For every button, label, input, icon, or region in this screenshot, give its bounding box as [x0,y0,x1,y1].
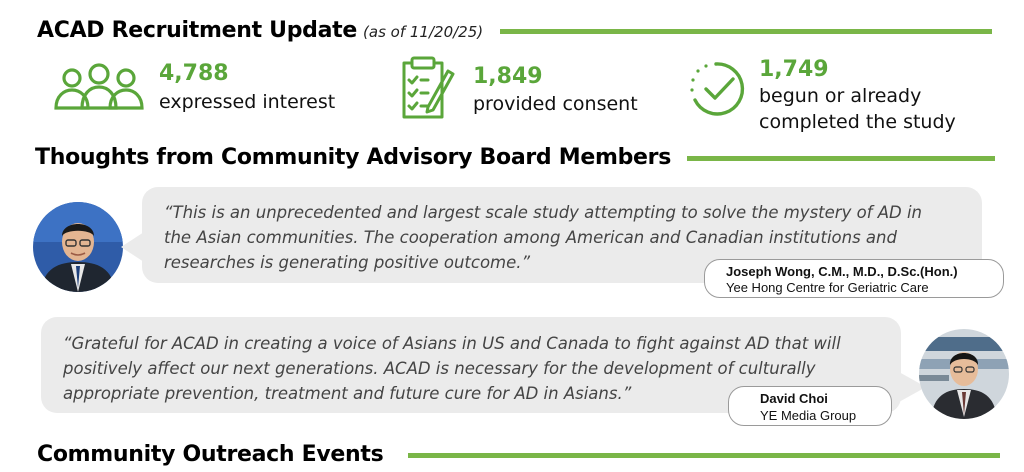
stat-completed-value: 1,749 [759,57,829,82]
stat-interest-value: 4,788 [159,61,229,86]
quote-1-line: “This is an unprecedented and largest scale study attempting to solve the mystery of AD in [164,203,923,222]
stat-completed-label-line2: completed the study [759,111,956,133]
clipboard-icon [398,55,458,121]
attribution-org: Yee Hong Centre for Geriatric Care [726,280,929,295]
avatar-joseph-wong [33,202,123,292]
stat-interest-label: expressed interest [159,91,336,113]
attribution-name: David Choi [760,391,828,406]
avatar-david-choi [919,329,1009,419]
as-of-date: (as of 11/20/25) [363,23,484,41]
quote-2-line: “Grateful for ACAD in creating a voice of Asians in US and Canada to fight against AD that will [63,334,841,353]
recruitment-title-text: ACAD Recruitment Update [37,18,358,43]
thoughts-rule [687,156,995,161]
quote-1-line: researches is generating positive outcome.” [164,253,531,272]
attribution-org: YE Media Group [760,408,857,423]
title-rule [500,29,992,34]
stat-consent-value: 1,849 [473,64,543,89]
stat-completed-label-line1: begun or already [759,85,922,107]
bubble-pointer-1 [121,232,145,262]
thoughts-title: Thoughts from Community Advisory Board Members [35,145,671,170]
people-icon [52,62,146,112]
outreach-title: Community Outreach Events [37,442,384,467]
quote-1-line: the Asian communities. The cooperation among American and Canadian institutions and [164,228,897,247]
attribution-name: Joseph Wong, C.M., M.D., D.Sc.(Hon.) [726,264,958,279]
outreach-rule [408,453,1000,458]
check-circle-icon [686,60,746,118]
quote-2-line: positively affect our next generations. ACAD is necessary for the development of culturally [63,359,816,378]
stat-consent-label: provided consent [473,93,638,115]
attribution-tag-1 [704,259,1004,298]
quote-2-line: appropriate prevention, treatment and future cure for AD in Asians.” [63,384,632,403]
attribution-tag-2 [728,386,892,426]
recruitment-title [37,18,483,43]
